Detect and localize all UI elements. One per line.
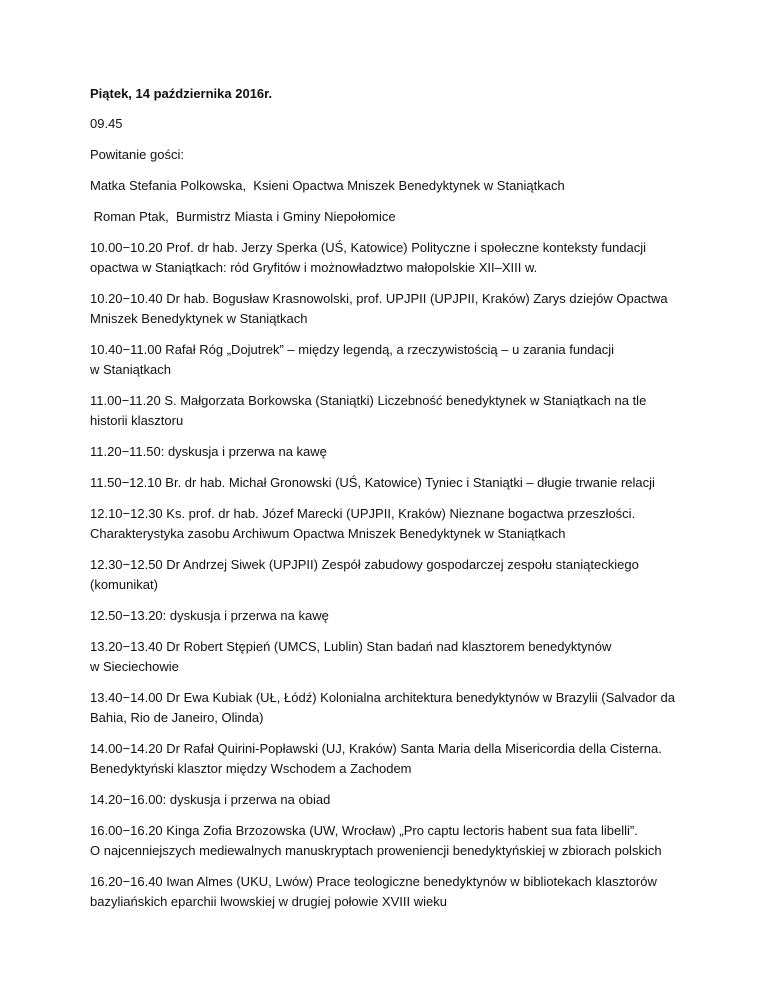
schedule-item-line: Bahia, Rio de Janeiro, Olinda) [90,710,264,725]
schedule-item-line: Benedyktyński klasztor między Wschodem a Zachodem [90,761,412,776]
schedule-item [90,442,690,462]
schedule-item-line: 12.30−12.50 Dr Andrzej Siwek (UPJPII) Zespół zabudowy gospodarczej zespołu staniąteckiego [90,557,639,572]
schedule-item-line: opactwa w Staniątkach: ród Gryfitów i możnowładztwo małopolskie XII–XIII w. [90,260,538,275]
schedule-item-line: 14.00−14.20 Dr Rafał Quirini-Popławski (UJ, Kraków) Santa Maria della Misericordia della Cisterna. [90,741,662,756]
page-title: Piątek, 14 października 2016r. [90,86,273,101]
schedule-item-line: 13.20−13.40 Dr Robert Stępień (UMCS, Lublin) Stan badań nad klasztorem benedyktynów [90,639,612,654]
schedule-item-line: w Sieciechowie [90,659,179,674]
welcome-heading: Powitanie gości: [90,147,184,162]
schedule-item-line: 16.20−16.40 Iwan Almes (UKU, Lwów) Prace teologiczne benedyktynów w bibliotekach klasztorów [90,874,657,889]
schedule-item-line: Charakterystyka zasobu Archiwum Opactwa Mniszek Benedyktynek w Staniątkach [90,526,566,541]
schedule-item [90,289,690,329]
document-page [90,86,690,923]
schedule-item-line: historii klasztoru [90,413,184,428]
schedule-item-line: (komunikat) [90,577,158,592]
schedule-item [90,821,690,861]
schedule-item [90,606,690,626]
schedule-item [90,340,690,380]
schedule-item [90,238,690,278]
schedule-item-line: 16.00−16.20 Kinga Zofia Brzozowska (UW, Wrocław) „Pro captu lectoris habent sua fata libelli”. [90,823,638,838]
schedule-item-line: 14.20−16.00: dyskusja i przerwa na obiad [90,792,331,807]
schedule-item [90,473,690,493]
schedule-item-line: 11.50−12.10 Br. dr hab. Michał Gronowski (UŚ, Katowice) Tyniec i Staniątki – długie trwanie relacji [90,475,655,490]
schedule-item-line: O najcenniejszych mediewalnych manuskryptach proweniencji benedyktyńskiej w zbiorach polskich [90,843,662,858]
schedule-item [90,391,690,431]
schedule-item-line: bazyliańskich eparchii lwowskiej w drugiej połowie XVIII wieku [90,894,447,909]
schedule-item [90,637,690,677]
guest-line: Matka Stefania Polkowska, Ksieni Opactwa Mniszek Benedyktynek w Staniątkach [90,178,565,193]
schedule-item [90,739,690,779]
schedule-item-line: 12.50−13.20: dyskusja i przerwa na kawę [90,608,329,623]
schedule-item [90,872,690,912]
schedule-item-line: 12.10−12.30 Ks. prof. dr hab. Józef Marecki (UPJPII, Kraków) Nieznane bogactwa przeszłości. [90,506,636,521]
schedule-item [90,688,690,728]
schedule-item-line: 10.20−10.40 Dr hab. Bogusław Krasnowolski, prof. UPJPII (UPJPII, Kraków) Zarys dziejów Opactwa [90,291,668,306]
schedule-item-line: 10.00−10.20 Prof. dr hab. Jerzy Sperka (UŚ, Katowice) Polityczne i społeczne konteksty fundacji [90,240,647,255]
schedule-item-line: 11.20−11.50: dyskusja i przerwa na kawę [90,444,327,459]
schedule-item-line: 13.40−14.00 Dr Ewa Kubiak (UŁ, Łódź) Kolonialna architektura benedyktynów w Brazylii (Salvador da [90,690,675,705]
schedule-item [90,790,690,810]
start-time: 09.45 [90,116,123,131]
schedule-item-line: 10.40−11.00 Rafał Róg „Dojutrek” – między legendą, a rzeczywistością – u zarania fundacji [90,342,615,357]
guest-line: Roman Ptak, Burmistrz Miasta i Gminy Niepołomice [90,209,396,224]
schedule-item-line: w Staniątkach [90,362,171,377]
schedule-item-line: Mniszek Benedyktynek w Staniątkach [90,311,308,326]
schedule-item [90,504,690,544]
schedule-item [90,555,690,595]
schedule-list [90,238,690,912]
schedule-item-line: 11.00−11.20 S. Małgorzata Borkowska (Staniątki) Liczebność benedyktynek w Staniątkach na tle [90,393,647,408]
